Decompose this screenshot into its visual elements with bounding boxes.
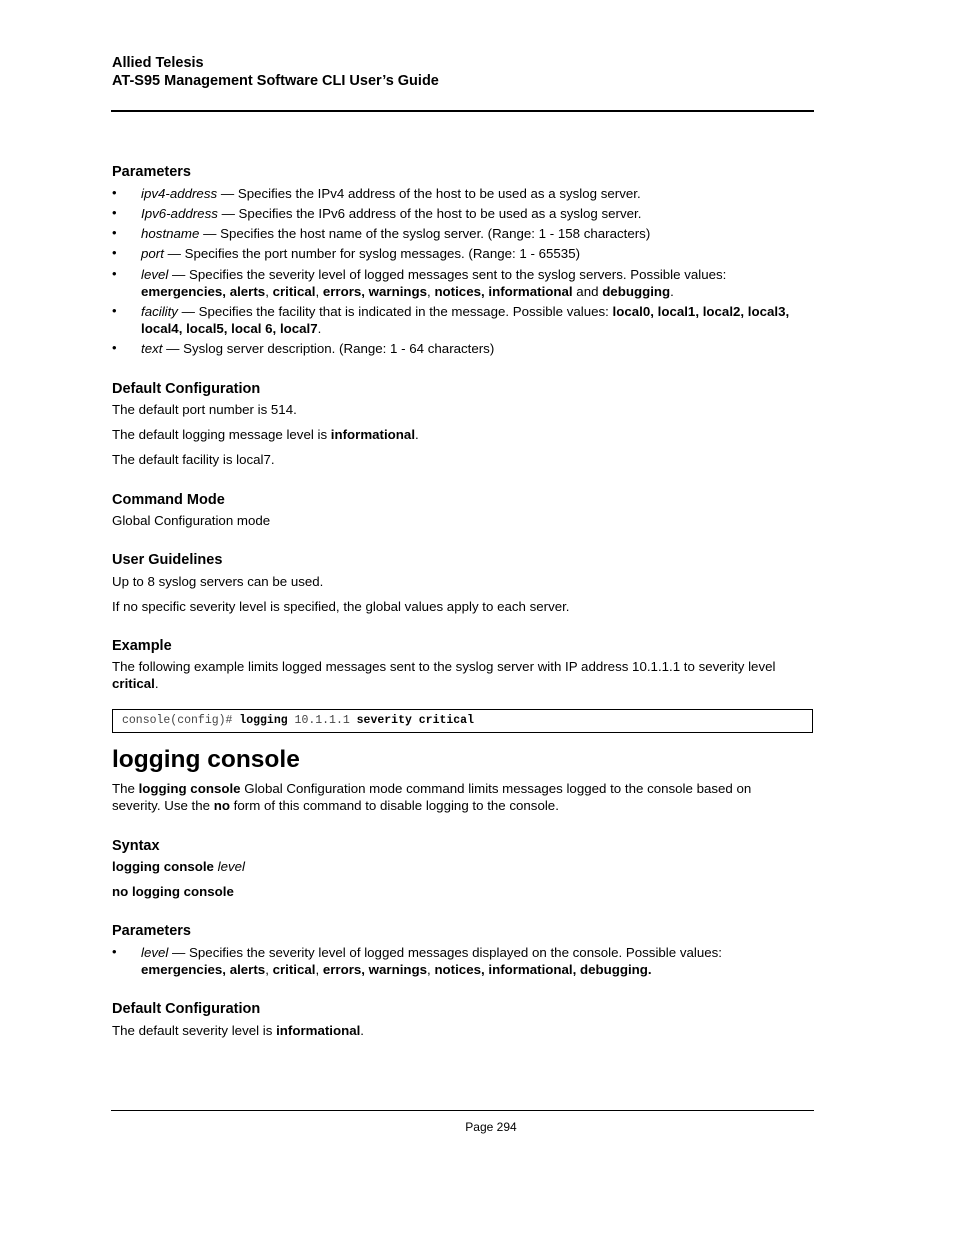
header-guide-title: AT-S95 Management Software CLI User’s Guide <box>112 73 439 89</box>
syntax-line: logging console level <box>112 859 245 874</box>
user-guidelines-heading: User Guidelines <box>112 552 223 568</box>
command-mode-heading: Command Mode <box>112 492 225 508</box>
parameters-heading: Parameters <box>112 164 191 180</box>
bullet-icon: • <box>112 245 117 260</box>
default-level-text: The default logging message level is informational. <box>112 427 419 442</box>
code-example: console(config)# logging 10.1.1.1 severity critical <box>122 714 474 727</box>
syntax-heading: Syntax <box>112 838 160 854</box>
page-number: Page 294 <box>465 1120 517 1134</box>
example-text: The following example limits logged messages sent to the syslog server with IP address 10.1.1.1 to severity level critical. <box>112 659 776 691</box>
default-config-heading: Default Configuration <box>112 381 261 397</box>
guideline-text: Up to 8 syslog servers can be used. <box>112 574 324 589</box>
header-company: Allied Telesis <box>112 55 204 71</box>
bullet-icon: • <box>112 266 117 281</box>
default-facility-text: The default facility is local7. <box>112 452 275 467</box>
bullet-icon: • <box>112 944 117 959</box>
bullet-icon: • <box>112 185 117 200</box>
bullet-icon: • <box>112 205 117 220</box>
bullet-icon: • <box>112 340 117 355</box>
default-port-text: The default port number is 514. <box>112 402 297 417</box>
guideline-text: If no specific severity level is specified, the global values apply to each server. <box>112 599 570 614</box>
section-intro: The logging console Global Configuration mode command limits messages logged to the console based on severity. Use the no form of this command to disable logging to the console. <box>112 781 752 813</box>
syntax-line: no logging console <box>112 884 234 899</box>
parameters-heading: Parameters <box>112 923 191 939</box>
bullet-icon: • <box>112 303 117 318</box>
command-mode-text: Global Configuration mode <box>112 513 271 528</box>
section-title: logging console <box>112 746 300 773</box>
default-severity-text: The default severity level is informational. <box>112 1023 364 1038</box>
default-config-heading: Default Configuration <box>112 1001 261 1017</box>
example-heading: Example <box>112 638 172 654</box>
bullet-icon: • <box>112 225 117 240</box>
header-rule <box>111 110 814 112</box>
footer-rule <box>111 1110 814 1111</box>
code-example-box <box>112 709 813 733</box>
